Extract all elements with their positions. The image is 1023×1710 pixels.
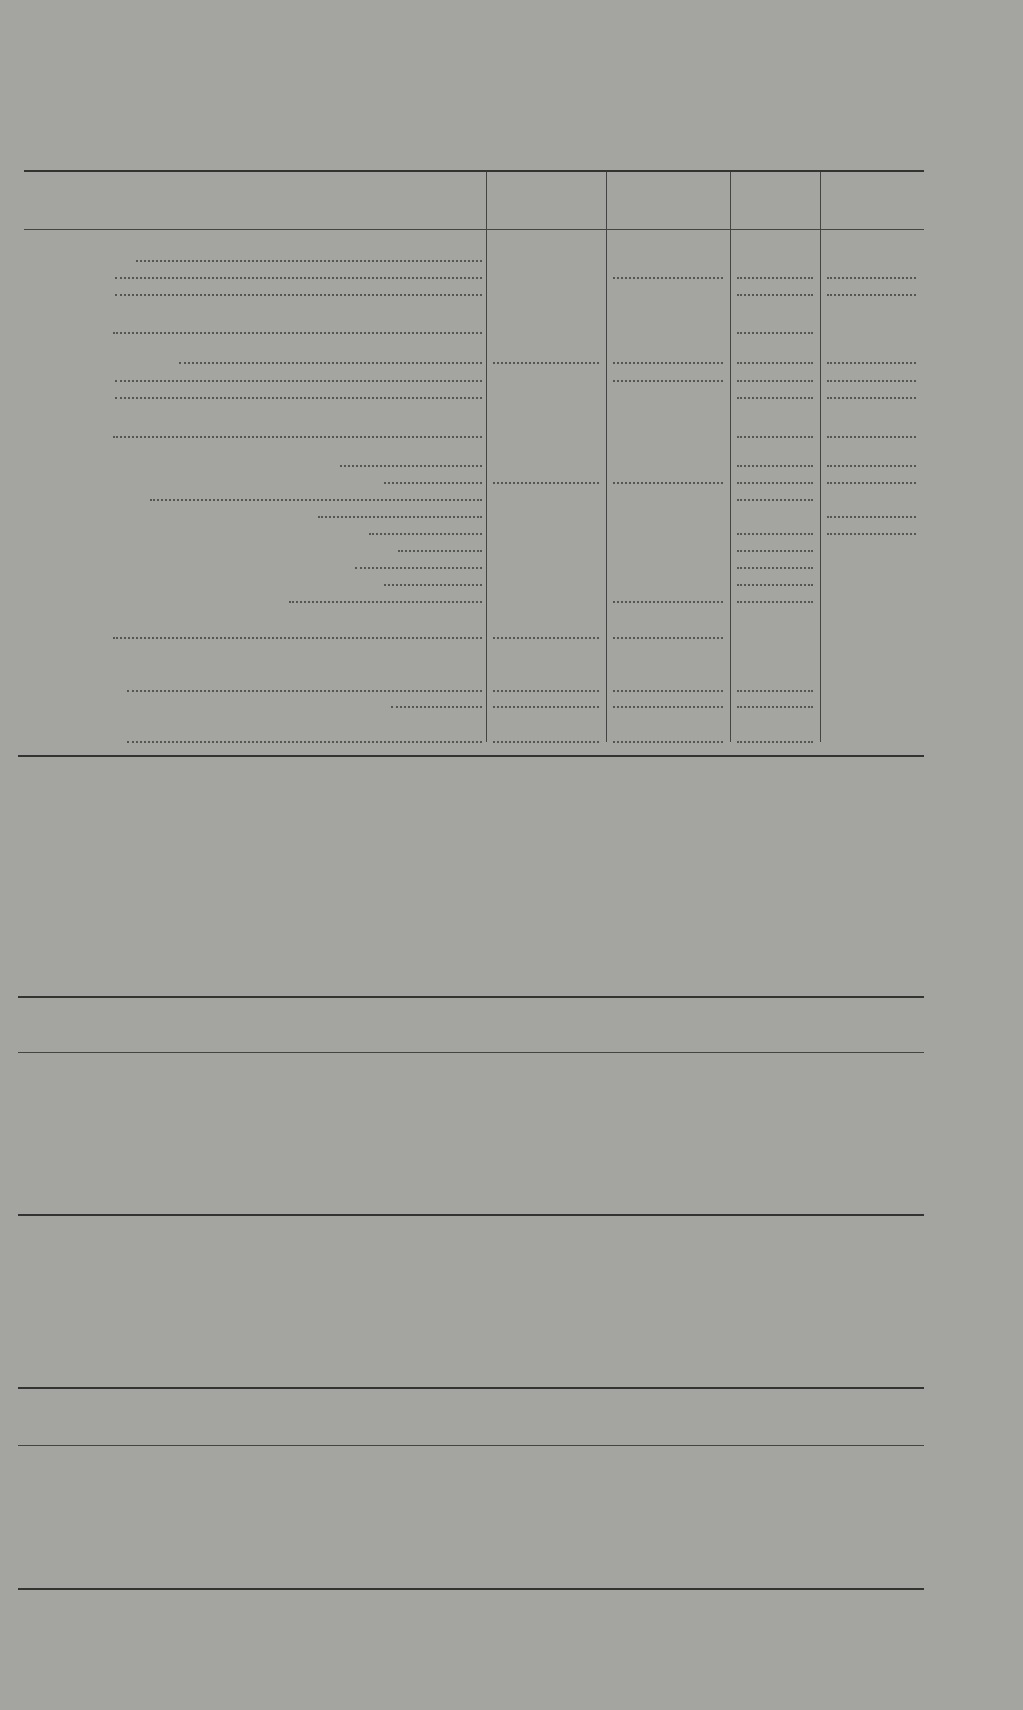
table2-bottom-rule [18, 1214, 924, 1216]
leader-dots [179, 348, 482, 364]
leader-dots [115, 383, 482, 399]
leader-dots [493, 468, 599, 484]
leader-dots [827, 366, 916, 382]
leader-dots [613, 727, 723, 743]
leader-dots [737, 383, 813, 399]
leader-dots [613, 623, 723, 639]
leader-dots [115, 366, 482, 382]
leader-dots [289, 587, 482, 603]
leader-dots [391, 692, 482, 708]
leader-dots [369, 519, 482, 535]
leader-dots [136, 246, 483, 262]
table2-header-rule [18, 1052, 924, 1053]
leader-dots [737, 553, 813, 569]
leader-dots [113, 422, 483, 438]
leader-dots [737, 536, 813, 552]
leader-dots [827, 263, 916, 279]
leader-dots [355, 553, 483, 569]
leader-dots [613, 676, 723, 692]
leader-dots [827, 348, 916, 364]
leader-dots [737, 727, 813, 743]
leader-dots [737, 692, 813, 708]
leader-dots [737, 587, 813, 603]
leader-dots [493, 623, 599, 639]
column-divider [486, 172, 487, 742]
leader-dots [113, 318, 483, 334]
leader-dots [827, 468, 916, 484]
leader-dots [827, 502, 916, 518]
leader-dots [493, 348, 599, 364]
leader-dots [613, 263, 723, 279]
leader-dots [398, 536, 482, 552]
table3-top-rule [18, 1387, 924, 1389]
table3-bottom-rule [18, 1588, 924, 1590]
leader-dots [827, 422, 916, 438]
leader-dots [737, 485, 813, 501]
leader-dots [827, 519, 916, 535]
column-divider [820, 172, 821, 742]
leader-dots [827, 451, 916, 467]
table2-top-rule [18, 996, 924, 998]
leader-dots [737, 451, 813, 467]
leader-dots [737, 280, 813, 296]
leader-dots [613, 692, 723, 708]
leader-dots [613, 587, 723, 603]
leader-dots [737, 318, 813, 334]
leader-dots [384, 570, 482, 586]
leader-dots [737, 366, 813, 382]
leader-dots [493, 692, 599, 708]
leader-dots [115, 280, 482, 296]
leader-dots [737, 422, 813, 438]
leader-dots [115, 263, 482, 279]
table1-bottom-rule [18, 755, 924, 757]
leader-dots [737, 519, 813, 535]
leader-dots [340, 451, 482, 467]
leader-dots [613, 348, 723, 364]
leader-dots [318, 502, 482, 518]
leader-dots [613, 366, 723, 382]
column-divider [730, 172, 731, 742]
table3-header-rule [18, 1445, 924, 1446]
leader-dots [150, 485, 483, 501]
leader-dots [737, 263, 813, 279]
leader-dots [127, 727, 482, 743]
leader-dots [737, 468, 813, 484]
leader-dots [493, 727, 599, 743]
leader-dots [384, 468, 482, 484]
leader-dots [737, 348, 813, 364]
leader-dots [737, 676, 813, 692]
leader-dots [737, 570, 813, 586]
leader-dots [827, 383, 916, 399]
table1-top-rule [24, 170, 924, 172]
table1-header-rule [24, 229, 924, 230]
leader-dots [613, 468, 723, 484]
column-divider [606, 172, 607, 742]
leader-dots [827, 280, 916, 296]
leader-dots [493, 676, 599, 692]
leader-dots [113, 623, 483, 639]
leader-dots [127, 676, 482, 692]
